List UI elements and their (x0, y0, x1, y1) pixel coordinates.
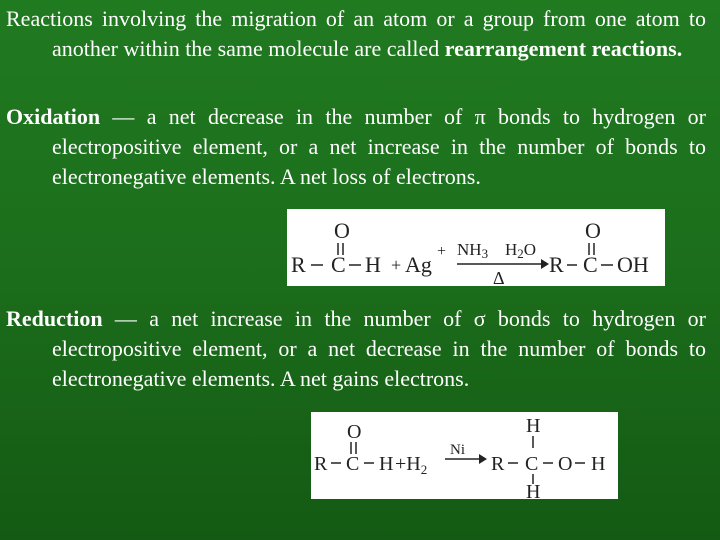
carbon-left: C (331, 252, 346, 277)
carbon-right: C (525, 453, 539, 475)
reduction-equation (311, 412, 618, 499)
carbonyl-oxygen-right: O (585, 218, 601, 243)
carbon-right: C (583, 252, 598, 277)
r-group-left: R (291, 252, 306, 277)
oxidation-term: Oxidation (6, 104, 101, 129)
oxidation-definition (6, 102, 706, 192)
reagent-water: H2O (505, 240, 537, 261)
r-group-left: R (314, 453, 328, 475)
plus-hydrogen-gas: $+H_2$ (395, 453, 428, 477)
hydrogen-right: H (591, 453, 606, 475)
r-group-right: R (549, 252, 564, 277)
hydrogen-left (379, 453, 393, 475)
carbon-left: C (346, 453, 360, 475)
reduction-text: — a net increase in the number of σ bonds to hydrogen or electropositive element, or a net decrease in the number of bonds to electronegative elements. A net gains electrons. (52, 306, 706, 391)
reduction-definition (6, 304, 706, 394)
carbonyl-oxygen-left: O (347, 421, 362, 443)
rearrangement-term: rearrangement reactions. (444, 36, 683, 61)
hydrogen-left-label: H (379, 453, 394, 475)
rearrangement-definition (6, 4, 706, 64)
reaction-arrow-head (541, 259, 549, 269)
r-group-right: R (491, 453, 505, 475)
oxidation-equation (287, 209, 665, 286)
hydrogen-top: H (526, 415, 541, 437)
oxygen-right: O (558, 453, 573, 475)
reduction-equation-drawing (311, 412, 618, 499)
oxidation-equation-drawing (287, 209, 665, 286)
oxidation-text: — a net decrease in the number of π bonds to hydrogen or electropositive element, or a net increase in the number of bonds to electronegative elements. A net loss of electrons. (52, 104, 706, 189)
rearrangement-text: Reactions involving the migration of an atom or a group from one atom to another within the same molecule are called (6, 6, 706, 61)
hydrogen-left: H (365, 252, 381, 277)
hydroxyl-right: OH (617, 252, 649, 277)
plus-sign: + (391, 255, 402, 275)
reaction-arrow-head (479, 454, 487, 464)
heat-symbol: Δ (493, 268, 505, 286)
silver-charge: + (437, 243, 447, 260)
silver-ion: Ag (405, 252, 432, 277)
reagent-ammonia: NH3 (457, 240, 489, 261)
carbonyl-oxygen-left: O (334, 218, 350, 243)
catalyst-nickel: Ni (450, 442, 465, 458)
reduction-term: Reduction (6, 306, 103, 331)
hydrogen-bottom: H (526, 481, 541, 499)
